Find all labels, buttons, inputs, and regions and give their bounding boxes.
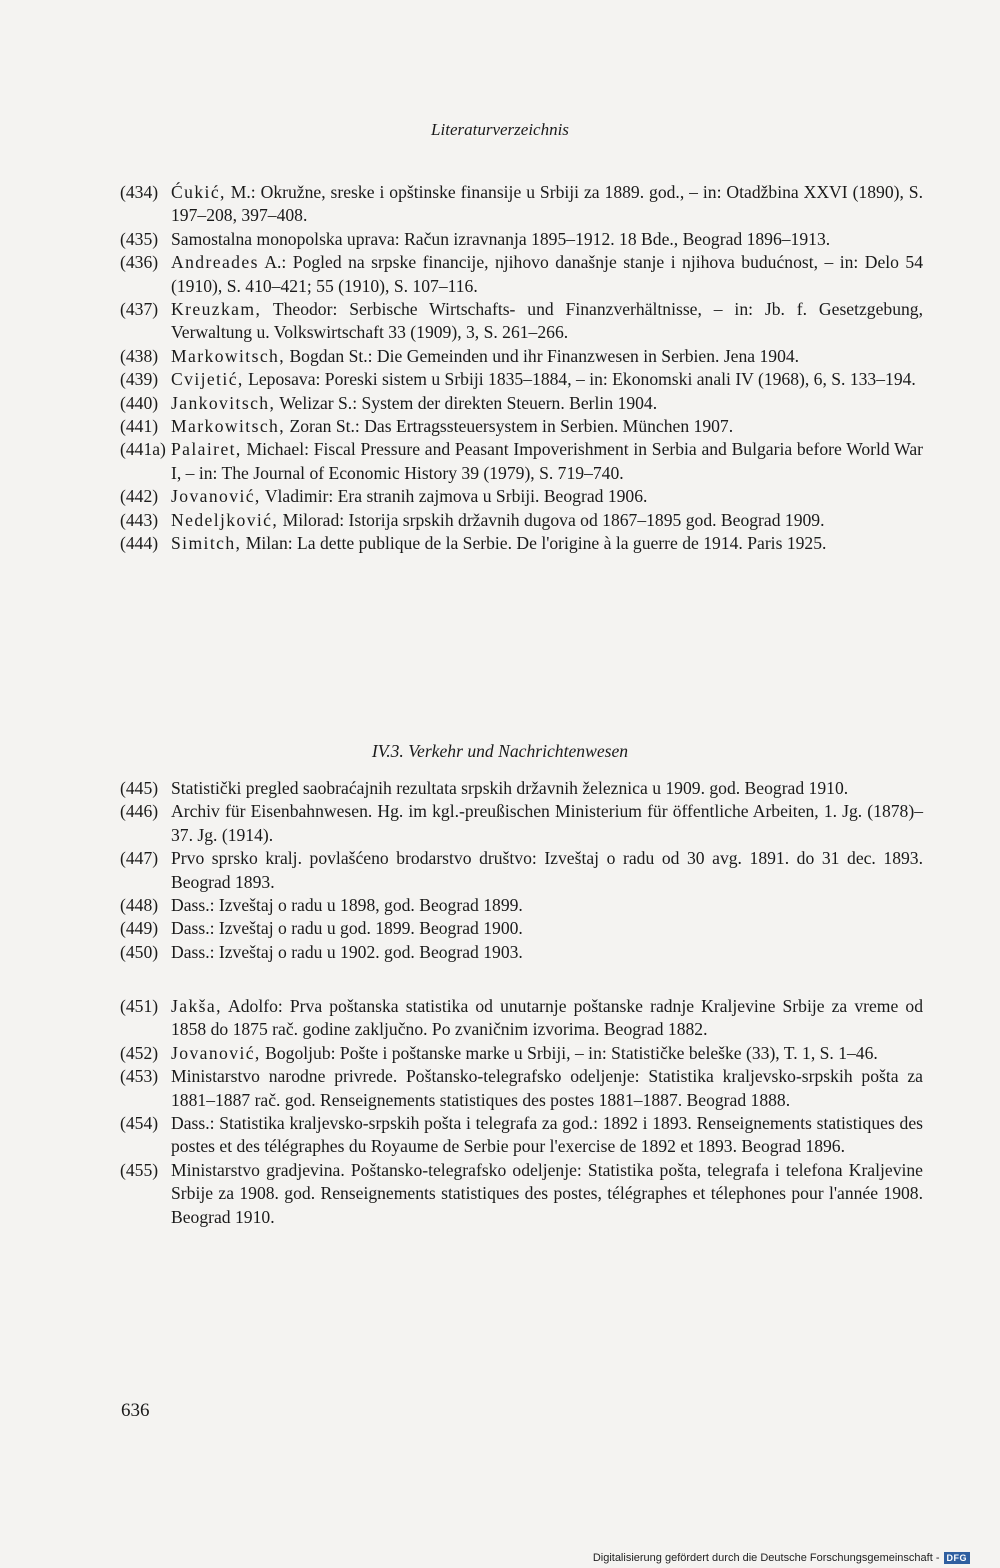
entry-number: (441a)	[120, 439, 166, 460]
bibliography-entry	[120, 917, 923, 940]
entry-text: Zoran St.: Das Ertragssteuersystem in Serbien. München 1907.	[285, 416, 734, 437]
entry-number: (438)	[120, 345, 159, 366]
entry-number: (443)	[120, 509, 159, 530]
entry-text: Leposava: Poreski sistem u Srbiji 1835–1884, – in: Ekonomski anali IV (1968), 6, S. 133–194.	[243, 369, 916, 390]
entry-author: Markowitsch,	[171, 345, 286, 366]
entry-author: Markowitsch,	[171, 416, 286, 437]
page-number: 636	[121, 1400, 150, 1421]
entry-number: (445)	[120, 778, 159, 798]
bibliography-entry	[120, 1065, 923, 1112]
entry-author: Jovanović,	[171, 486, 261, 507]
bibliography-entry	[120, 181, 923, 228]
bibliography-entry	[120, 800, 923, 847]
bibliography-entry	[120, 1112, 923, 1159]
entry-author: Kreuzkam,	[171, 299, 262, 320]
entry-author: Simitch,	[171, 533, 242, 554]
bibliography-entry	[120, 1159, 923, 1229]
entry-number: (446)	[120, 801, 159, 822]
entry-text: Statistički pregled saobraćajnih rezultata srpskih državnih železnica u 1909. god. Beograd 1910.	[171, 778, 849, 798]
entry-author: Cvijetić,	[171, 369, 244, 390]
entry-text: Bogoljub: Pošte i poštanske marke u Srbiji, – in: Statističke beleške (33), T. 1, S. 1–46.	[260, 1042, 878, 1063]
entry-text: Bogdan St.: Die Gemeinden und ihr Finanzwesen in Serbien. Jena 1904.	[285, 345, 800, 366]
entry-number: (453)	[120, 1066, 159, 1087]
entry-author: Jakša,	[171, 996, 222, 1016]
entry-author: Nedeljković,	[171, 509, 279, 530]
entry-number: (442)	[120, 486, 159, 507]
entry-text: A.: Pogled na srpske financije, njihovo današnje stanje i njihova budućnost, – in: Delo 54 (1910), S. 410–421; 55 (1910), S. 107–116.	[171, 252, 923, 296]
footer-text: Digitalisierung gefördert durch die Deutsche Forschungsgemeinschaft -	[592, 1552, 940, 1564]
bibliography-entry	[120, 298, 923, 345]
dfg-logo: DFG	[944, 1552, 971, 1564]
bibliography-entry	[120, 345, 923, 368]
entry-text: Dass.: Izveštaj o radu u god. 1899. Beograd 1900.	[171, 918, 523, 939]
bibliography-entry	[120, 392, 923, 415]
entry-text: Milorad: Istorija srpskih državnih dugova od 1867–1895 god. Beograd 1909.	[278, 509, 825, 530]
bibliography-list	[120, 995, 923, 1229]
bibliography-entry	[120, 532, 923, 555]
entry-number: (434)	[120, 182, 159, 202]
bibliography-entry	[120, 894, 923, 917]
entry-author: Jankovitsch,	[171, 392, 276, 413]
page-header-title: Literaturverzeichnis	[431, 120, 569, 139]
entry-number: (436)	[120, 252, 159, 273]
entry-number: (435)	[120, 228, 159, 249]
entry-author: Ćukić,	[171, 182, 226, 202]
bibliography-entry	[120, 941, 923, 964]
entry-author: Andreades	[171, 252, 259, 273]
entry-text: Dass.: Statistika kraljevsko-srpskih pošta i telegrafa za god.: 1892 i 1893. Renseignements statistiques des postes et des télégraphes du Royaume de Serbie pour l'exercise de 1892 et 1893. Beograd 1896.	[171, 1113, 923, 1157]
entry-text: Welizar S.: System der direkten Steuern. Berlin 1904.	[275, 392, 658, 413]
bibliography-entry	[120, 847, 923, 894]
bibliography-list	[120, 181, 923, 556]
bibliography-list	[120, 777, 923, 964]
section-title: IV.3. Verkehr und Nachrichtenwesen	[371, 741, 629, 761]
entry-text: Archiv für Eisenbahnwesen. Hg. im kgl.-preußischen Ministerium für öffentliche Arbeiten, 1. Jg. (1878)–37. Jg. (1914).	[171, 801, 923, 845]
entry-number: (451)	[120, 996, 159, 1016]
bibliography-entry	[120, 251, 923, 298]
entry-number: (444)	[120, 533, 159, 554]
entry-number: (449)	[120, 918, 159, 939]
entry-text: Milan: La dette publique de la Serbie. De l'origine à la guerre de 1914. Paris 1925.	[241, 533, 827, 554]
bibliography-entry	[120, 415, 923, 438]
entry-number: (448)	[120, 895, 159, 916]
bibliography-entry	[120, 509, 923, 532]
entry-text: Samostalna monopolska uprava: Račun izravnanja 1895–1912. 18 Bde., Beograd 1896–1913.	[171, 228, 831, 249]
entry-number: (454)	[120, 1113, 159, 1134]
entry-text: Theodor: Serbische Wirtschafts- und Finanzverhältnisse, – in: Jb. f. Gesetzgebung, Verwaltung u. Volkswirtschaft 33 (1909), 3, S. 261–266.	[171, 299, 923, 343]
entry-text: Vladimir: Era stranih zajmova u Srbiji. Beograd 1906.	[260, 486, 648, 507]
bibliography-entry	[120, 228, 923, 251]
entry-author: Palairet,	[171, 439, 242, 460]
entry-text: Dass.: Izveštaj o radu u 1902. god. Beograd 1903.	[171, 941, 523, 962]
entry-number: (450)	[120, 941, 159, 962]
entry-number: (437)	[120, 299, 159, 320]
bibliography-entry	[120, 777, 923, 800]
entry-number: (455)	[120, 1159, 159, 1180]
entry-text: Dass.: Izveštaj o radu u 1898, god. Beograd 1899.	[171, 895, 523, 916]
entry-text: Prvo sprsko kralj. povlašćeno brodarstvo društvo: Izveštaj o radu od 30 avg. 1891. do 31 dec. 1893. Beograd 1893.	[171, 848, 923, 892]
entry-number: (447)	[120, 848, 159, 869]
bibliography-entry	[120, 995, 923, 1042]
entry-number: (452)	[120, 1042, 159, 1063]
entry-text: M.: Okružne, sreske i opštinske finansije u Srbiji za 1889. god., – in: Otadžbina XXVI (1890), S. 197–208, 397–408.	[171, 182, 923, 226]
entry-text: Michael: Fiscal Pressure and Peasant Impoverishment in Serbia and Bulgaria before World War I, – in: The Journal of Economic History 39 (1979), S. 719–740.	[171, 439, 923, 483]
bibliography-entry	[120, 485, 923, 508]
bibliography-entry	[120, 438, 923, 485]
entry-number: (440)	[120, 392, 159, 413]
digitization-footer	[593, 1552, 970, 1564]
entry-text: Ministarstvo narodne privrede. Poštansko-telegrafsko odeljenje: Statistika kraljevsko-srpskih pošta za 1881–1887 rač. god. Renseignements statistiques des postes 1881–1887. Beograd 1888.	[171, 1066, 923, 1110]
bibliography-entry	[120, 1042, 923, 1065]
entry-author: Jovanović,	[171, 1042, 261, 1063]
entry-text: Adolfo: Prva poštanska statistika od unutarnje poštanske radnje Kraljevine Srbije za vreme od 1858 do 1875 rač. godine zaključno. Po zvaničnim izvorima. Beograd 1882.	[171, 996, 923, 1040]
entry-text: Ministarstvo gradjevina. Poštansko-telegrafsko odeljenje: Statistika pošta, telegrafa i telefona Kraljevine Srbije za 1908. god. Renseignements statistiques des postes, télégraphes et télephones pour l'année 1908. Beograd 1910.	[171, 1159, 923, 1227]
entry-number: (441)	[120, 416, 159, 437]
entry-number: (439)	[120, 369, 159, 390]
bibliography-entry	[120, 368, 923, 391]
